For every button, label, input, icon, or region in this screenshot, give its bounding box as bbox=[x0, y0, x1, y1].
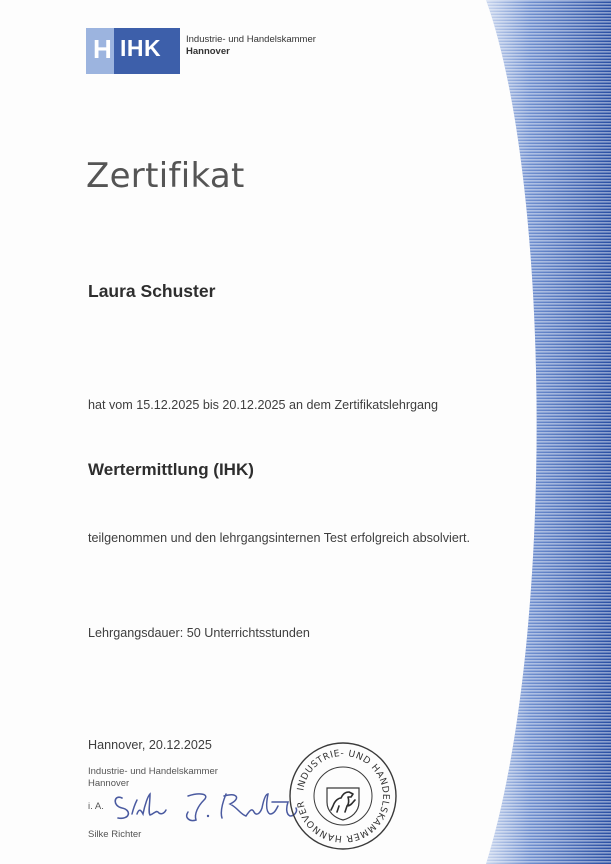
issuer-line1: Industrie- und Handelskammer bbox=[88, 766, 218, 777]
decorative-side-band bbox=[481, 0, 611, 864]
logo-caption-line2: Hannover bbox=[186, 45, 230, 57]
logo-h-block bbox=[86, 28, 114, 74]
on-behalf-label: i. A. bbox=[88, 801, 104, 812]
official-seal bbox=[287, 740, 399, 852]
ihk-logo bbox=[86, 28, 180, 74]
period-text: hat vom 15.12.2025 bis 20.12.2025 an dem Zertifikatslehrgang bbox=[88, 398, 439, 412]
logo-text: IHK bbox=[120, 35, 162, 61]
place-date: Hannover, 20.12.2025 bbox=[88, 738, 212, 752]
logo-caption bbox=[186, 34, 316, 57]
completion-text: teilgenommen und den lehrgangsinternen Test erfolgreich absolviert. bbox=[88, 531, 471, 545]
horse-icon bbox=[327, 788, 359, 820]
logo-mark: H bbox=[93, 34, 112, 64]
signer-name: Silke Richter bbox=[88, 829, 142, 840]
recipient-name: Laura Schuster bbox=[88, 281, 216, 301]
handwritten-signature bbox=[110, 784, 300, 828]
duration-text: Lehrgangsdauer: 50 Unterrichtsstunden bbox=[88, 626, 310, 640]
svg-text:INDUSTRIE- UND HANDELSKAMMER H: INDUSTRIE- UND HANDELSKAMMER HANNOVER bbox=[295, 747, 392, 845]
course-name: Wertermittlung (IHK) bbox=[88, 460, 254, 479]
certificate-title: Zertifikat bbox=[86, 156, 245, 196]
issuer-line2: Hannover bbox=[88, 777, 130, 789]
logo-caption-line1: Industrie- und Handelskammer bbox=[186, 34, 316, 45]
